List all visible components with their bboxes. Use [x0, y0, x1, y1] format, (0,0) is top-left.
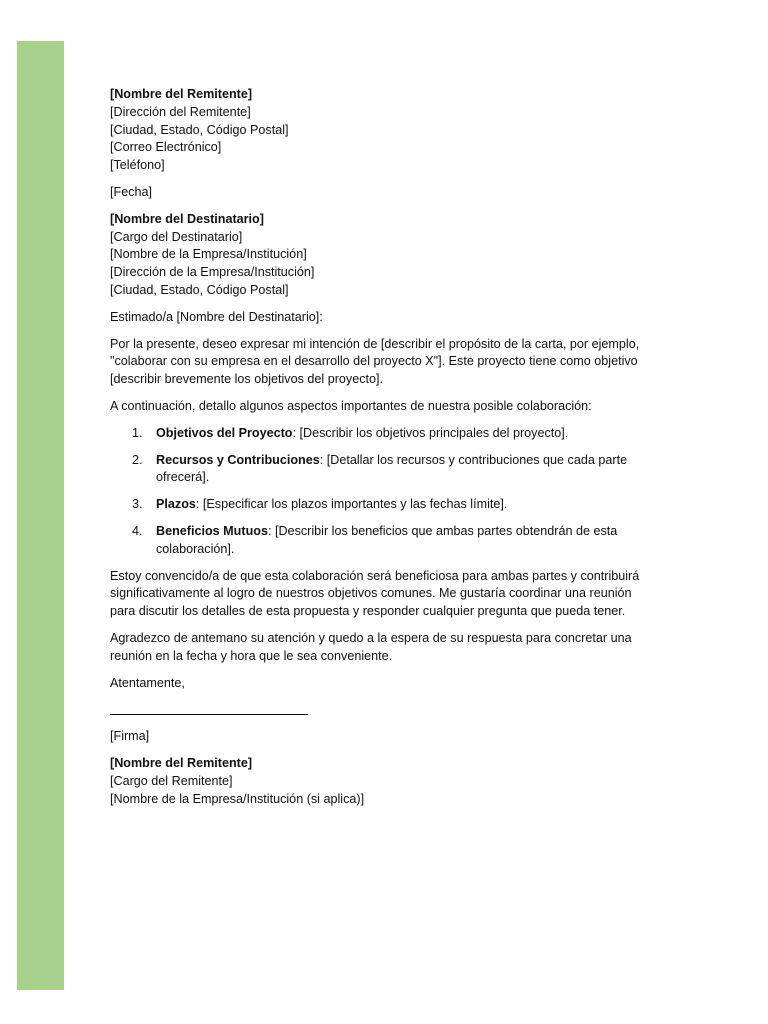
intro-paragraph [110, 336, 670, 389]
footer-position: [Cargo del Remitente] [110, 773, 233, 788]
footer-block [110, 755, 670, 808]
recipient-city: [Ciudad, Estado, Código Postal] [110, 282, 289, 297]
recipient-name: [Nombre del Destinatario] [110, 211, 264, 226]
recipient-address: [Dirección de la Empresa/Institución] [110, 265, 315, 280]
greeting: Estimado/a [Nombre del Destinatario]: [110, 309, 323, 324]
list-intro: A continuación, detallo algunos aspectos importantes de nuestra posible colaboración: [110, 398, 592, 413]
sender-address: [Dirección del Remitente] [110, 104, 251, 119]
list-item-title: Plazos [156, 497, 196, 512]
list-item-text: colaboración]. [156, 541, 235, 556]
footer-company: [Nombre de la Empresa/Institución (si aplica)] [110, 791, 365, 806]
list-item [110, 452, 670, 488]
list-item-text: : [Describir los beneficios que ambas partes obtendrán de esta [267, 523, 618, 538]
list-item [110, 523, 670, 559]
list-item-title: Objetivos del Proyecto [156, 425, 293, 440]
list-item-text: : [Detallar los recursos y contribuciones que cada parte [319, 452, 628, 467]
intro-line: [describir brevemente los objetivos del proyecto]. [110, 372, 383, 387]
body-paragraph [110, 568, 670, 621]
sender-phone: [Teléfono] [110, 158, 165, 173]
list-item-number: 4. [132, 523, 143, 538]
body-line: para discutir los detalles de esta propuesta y responder cualquier pregunta que pueda tener. [110, 604, 626, 619]
sender-city: [Ciudad, Estado, Código Postal] [110, 122, 289, 137]
signature-placeholder: [Firma] [110, 729, 150, 744]
aspects-list [110, 425, 670, 559]
list-item-text: : [Describir los objetivos principales del proyecto]. [292, 425, 569, 440]
letter-date: [Fecha] [110, 184, 152, 199]
date-block [110, 184, 670, 202]
list-item-title: Beneficios Mutuos [156, 523, 268, 538]
body-line: reunión en la fecha y hora que le sea conveniente. [110, 648, 393, 663]
recipient-position: [Cargo del Destinatario] [110, 229, 243, 244]
body-line: Agradezco de antemano su atención y quedo a la espera de su respuesta para concretar una [110, 630, 632, 645]
letter-body [110, 86, 670, 818]
intro-line: "colaborar con su empresa en el desarrollo del proyecto X"]. Este proyecto tiene como objetivo [110, 354, 638, 369]
list-item [110, 425, 670, 443]
thanks-paragraph [110, 630, 670, 666]
footer-name: [Nombre del Remitente] [110, 756, 253, 771]
sender-block [110, 86, 670, 175]
list-item [110, 496, 670, 514]
recipient-company: [Nombre de la Empresa/Institución] [110, 247, 307, 262]
body-line: significativamente al logro de nuestros objetivos comunes. Me gustaría coordinar una reunión [110, 586, 632, 601]
recipient-block [110, 211, 670, 300]
side-accent-bar [17, 41, 64, 990]
signature-line [110, 701, 308, 715]
list-item-number: 2. [132, 452, 143, 467]
list-item-number: 3. [132, 497, 143, 512]
body-line: Estoy convencido/a de que esta colaboración será beneficiosa para ambas partes y contribuirá [110, 568, 640, 583]
list-item-title: Recursos y Contribuciones [156, 452, 320, 467]
sender-email: [Correo Electrónico] [110, 140, 222, 155]
intro-line: Por la presente, deseo expresar mi intención de [describir el propósito de la carta, por ejemplo, [110, 336, 640, 351]
list-item-number: 1. [132, 425, 143, 440]
sender-name: [Nombre del Remitente] [110, 87, 253, 101]
closing: Atentamente, [110, 675, 185, 690]
list-item-text: : [Especificar los plazos importantes y las fechas límite]. [195, 497, 508, 512]
list-item-text: ofrecerá]. [156, 470, 210, 485]
